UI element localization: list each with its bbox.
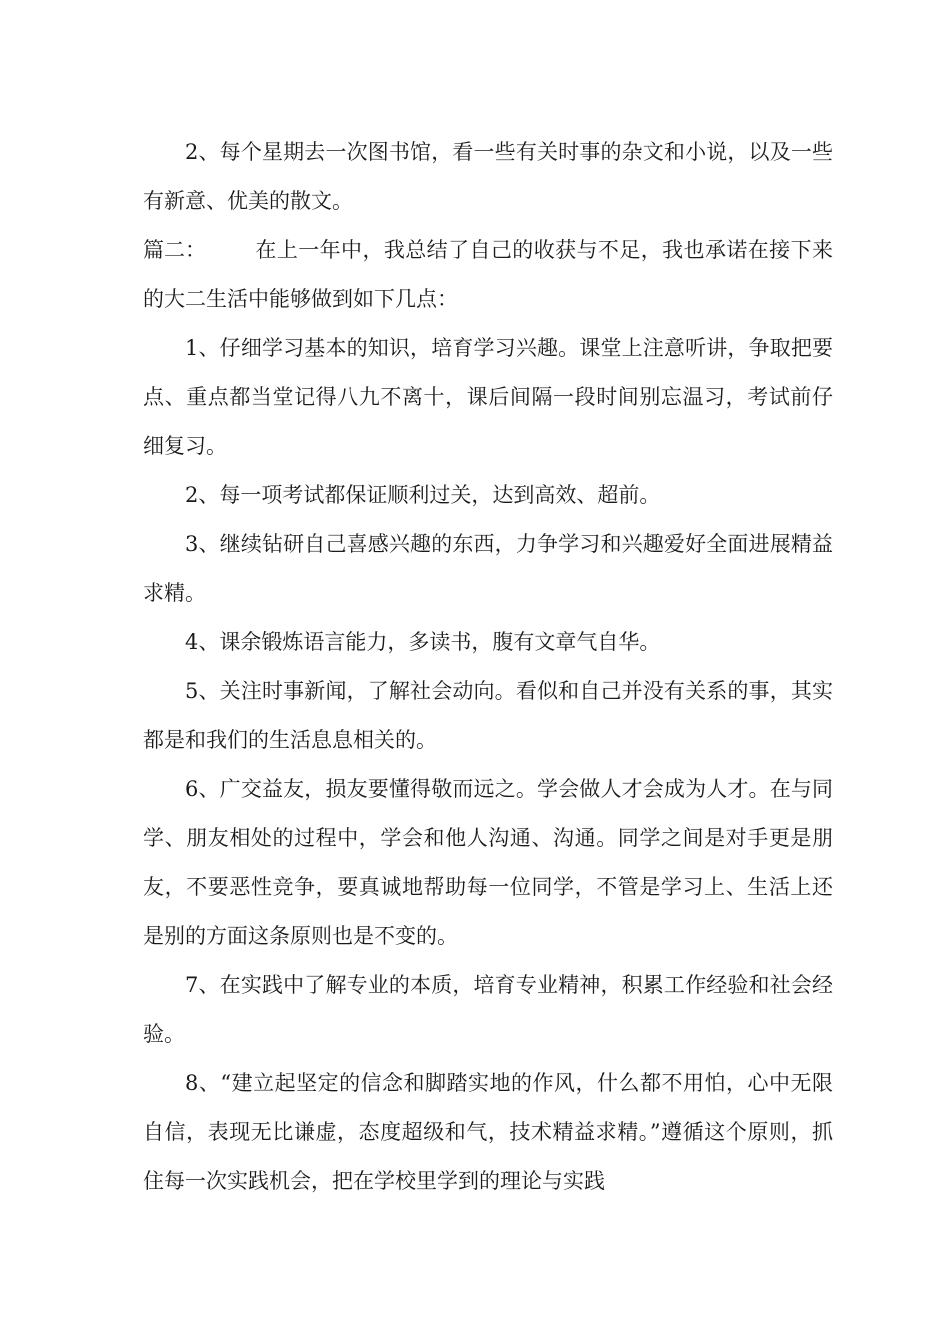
- paragraph-point-2: 2、每一项考试都保证顺利过关，达到高效、超前。: [185, 483, 661, 507]
- paragraph-point-8: 8、“建立起坚定的信念和脚踏实地的作风，什么都不用怕，心中无限自信，表现无比谦虚，态度超级和气，技术精益求精。”遵循这个原则，抓住每一次实践机会，把在学校里学到的理论与实践: [143, 1071, 833, 1193]
- paragraph-point-3: 3、继续钻研自己喜感兴趣的东西，力争学习和兴趣爱好全面进展精益求精。: [143, 532, 833, 605]
- document-body: [143, 128, 833, 1206]
- paragraph-section-two-intro: [143, 226, 833, 324]
- paragraph-point-1: 1、仔细学习基本的知识，培育学习兴趣。课堂上注意听讲，争取把要点、重点都当堂记得八九不离十，课后间隔一段时间别忘温习，考试前仔细复习。: [143, 336, 833, 458]
- section-label: 篇二：: [143, 238, 206, 262]
- paragraph-point-5: 5、关注时事新闻，了解社会动向。看似和自己并没有关系的事，其实都是和我们的生活息息相关的。: [143, 679, 833, 752]
- paragraph-library-visits: 2、每个星期去一次图书馆，看一些有关时事的杂文和小说，以及一些有新意、优美的散文。: [143, 140, 833, 213]
- paragraph-point-7: 7、在实践中了解专业的本质，培育专业精神，积累工作经验和社会经验。: [143, 973, 833, 1046]
- section-intro-text: 在上一年中，我总结了自己的收获与不足，我也承诺在接下来的大二生活中能够做到如下几点：: [143, 238, 833, 311]
- paragraph-point-6: 6、广交益友，损友要懂得敬而远之。学会做人才会成为人才。在与同学、朋友相处的过程中，学会和他人沟通、沟通。同学之间是对手更是朋友，不要恶性竞争，要真诚地帮助每一位同学，不管是学习上、生活上还是别的方面这条原则也是不变的。: [143, 777, 833, 948]
- paragraph-point-4: 4、课余锻炼语言能力，多读书，腹有文章气自华。: [185, 630, 661, 654]
